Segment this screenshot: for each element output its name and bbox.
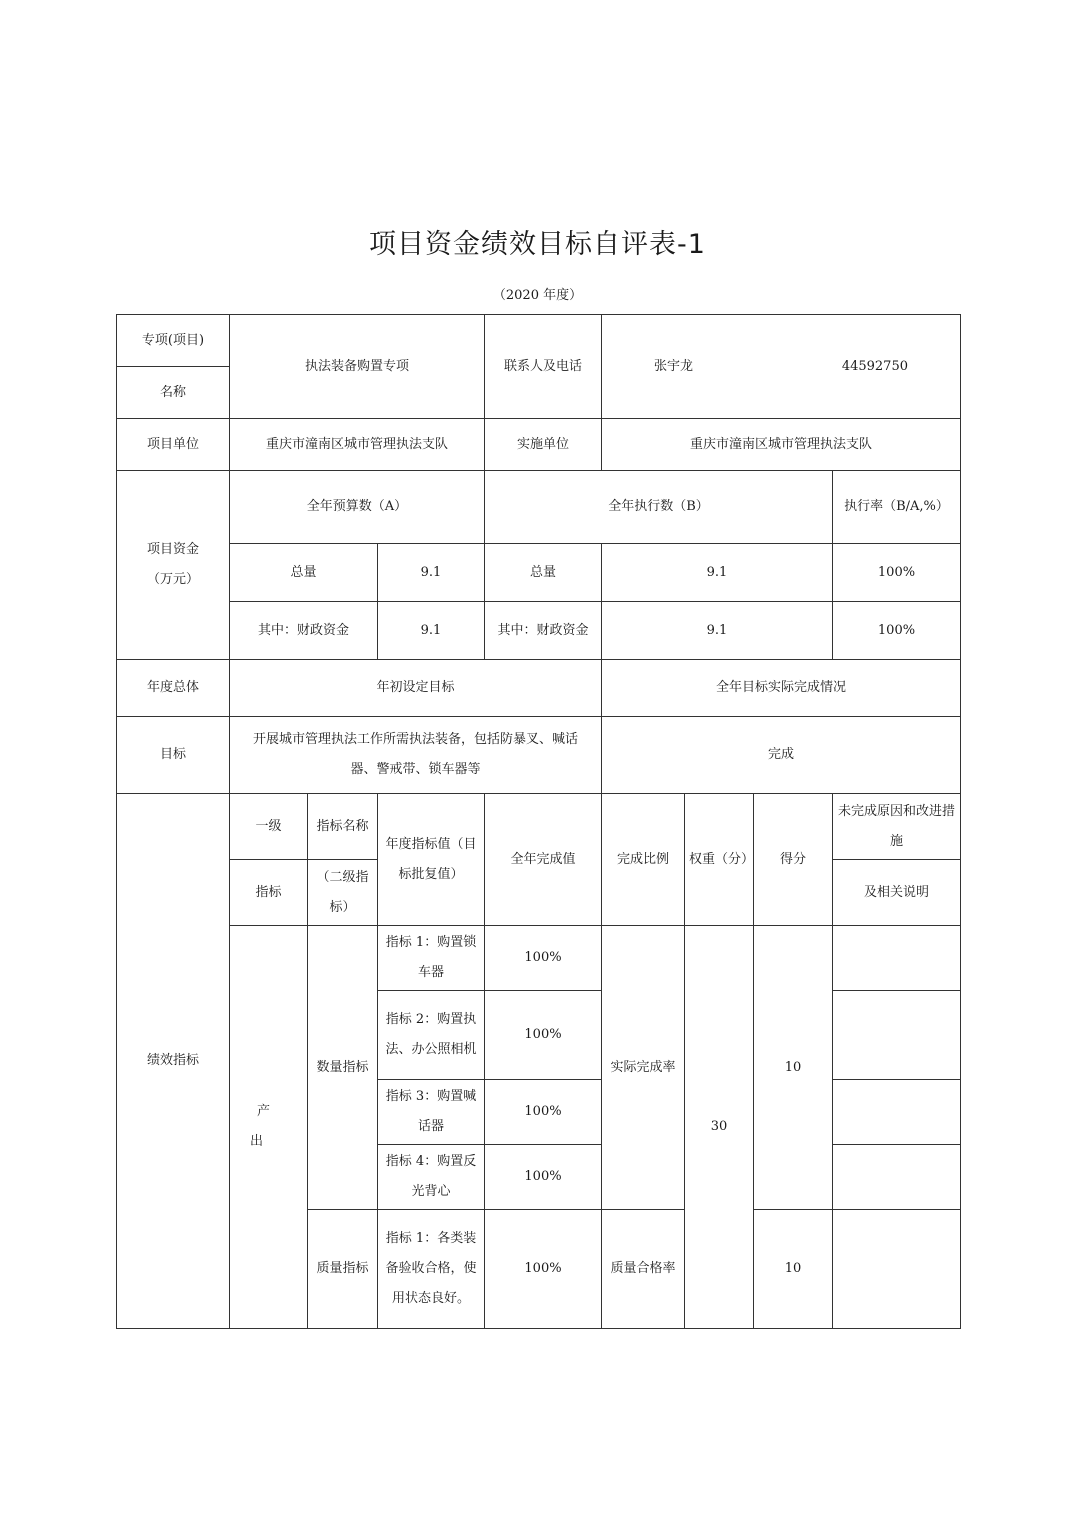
quality-score: 10 (754, 1210, 833, 1329)
quality-item-name: 指标 1：各类装备验收合格，使用状态良好。 (378, 1210, 485, 1329)
total-label: 总量 (230, 544, 378, 602)
header-level1-b: 指标 (230, 860, 308, 926)
contact-phone: 44592750 (841, 358, 908, 374)
quality-label: 质量指标 (308, 1210, 378, 1329)
budget-header: 全年预算数（A） (230, 471, 485, 544)
funds-label-text: 项目资金 (146, 542, 199, 557)
quality-ratio: 质量合格率 (602, 1210, 685, 1329)
reason-cell (833, 1210, 961, 1329)
fiscal-exec: 9.1 (602, 602, 833, 660)
quantity-item-name: 指标 4：购置反光背心 (378, 1145, 485, 1210)
unit-label: 项目单位 (117, 419, 230, 471)
weight-value: 30 (685, 926, 754, 1329)
rate-header: 执行率（B/A,%） (833, 471, 961, 544)
project-name: 执法装备购置专项 (230, 315, 485, 419)
actual-text: 完成 (602, 717, 961, 794)
document-title: 项目资金绩效目标自评表-1 (369, 229, 706, 260)
plan-header: 年初设定目标 (230, 660, 602, 717)
goals-label-line2: 目标 (117, 717, 230, 794)
impl-value: 重庆市潼南区城市管理执法支队 (602, 419, 961, 471)
project-label-line1: 专项(项目) (117, 315, 230, 367)
quantity-item-value: 100% (485, 991, 602, 1080)
header-annual: 年度指标值（目标批复值） (378, 794, 485, 926)
fiscal-budget: 9.1 (378, 602, 485, 660)
plan-text: 开展城市管理执法工作所需执法装备，包括防暴叉、喊话器、警戒带、锁车器等 (230, 717, 602, 794)
total-exec: 9.1 (602, 544, 833, 602)
quantity-item-value: 100% (485, 1145, 602, 1210)
header-weight: 权重（分） (685, 794, 754, 926)
exec-header: 全年执行数（B） (485, 471, 833, 544)
total-budget: 9.1 (378, 544, 485, 602)
header-ratio: 完成比例 (602, 794, 685, 926)
funds-unit: （万元） (146, 572, 199, 587)
quantity-score: 10 (754, 926, 833, 1210)
goals-label-line1: 年度总体 (117, 660, 230, 717)
total-rate: 100% (833, 544, 961, 602)
reason-cell (833, 991, 961, 1080)
quantity-ratio: 实际完成率 (602, 926, 685, 1210)
contact-name: 张宇龙 (654, 358, 694, 374)
document-year: （2020 年度） (492, 288, 583, 303)
reason-cell (833, 926, 961, 991)
quantity-item-value: 100% (485, 926, 602, 991)
contact-value (602, 315, 961, 419)
reason-cell (833, 1145, 961, 1210)
contact-label: 联系人及电话 (485, 315, 602, 419)
quantity-label: 数量指标 (308, 926, 378, 1210)
evaluation-table (116, 314, 961, 1329)
impl-label: 实施单位 (485, 419, 602, 471)
header-reason-b: 及相关说明 (833, 860, 961, 926)
fiscal-exec-label: 其中：财政资金 (485, 602, 602, 660)
header-level2-a: 指标名称 (308, 794, 378, 860)
performance-label: 绩效指标 (117, 794, 230, 1329)
project-label-line2: 名称 (117, 367, 230, 419)
header-complete: 全年完成值 (485, 794, 602, 926)
reason-cell (833, 1080, 961, 1145)
header-level2-b: （二级指标） (308, 860, 378, 926)
fiscal-label: 其中：财政资金 (230, 602, 378, 660)
quality-item-value: 100% (485, 1210, 602, 1329)
unit-value: 重庆市潼南区城市管理执法支队 (230, 419, 485, 471)
funds-label (117, 471, 230, 660)
total-exec-label: 总量 (485, 544, 602, 602)
quantity-item-value: 100% (485, 1080, 602, 1145)
fiscal-rate: 100% (833, 602, 961, 660)
header-score: 得分 (754, 794, 833, 926)
header-reason-a: 未完成原因和改进措施 (833, 794, 961, 860)
quantity-item-name: 指标 2：购置执法、办公照相机 (378, 991, 485, 1080)
header-level1-a: 一级 (230, 794, 308, 860)
output-label-text: 产 出 (249, 1104, 332, 1149)
quantity-item-name: 指标 1：购置锁车器 (378, 926, 485, 991)
actual-header: 全年目标实际完成情况 (602, 660, 961, 717)
output-label (230, 926, 332, 1329)
quantity-item-name: 指标 3：购置喊话器 (378, 1080, 485, 1145)
